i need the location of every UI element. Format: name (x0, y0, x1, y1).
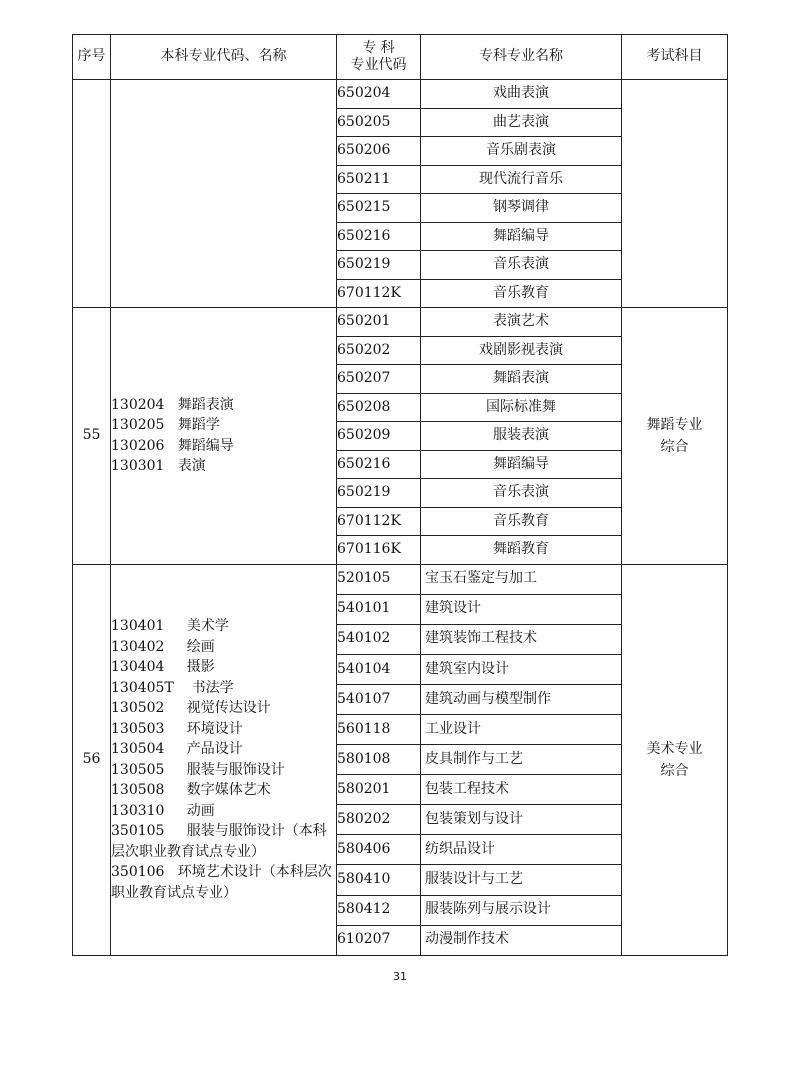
zk-name-cell: 纺织品设计 (421, 835, 622, 865)
bk-major-item: 130508 数字媒体艺术 (111, 782, 271, 799)
header-bk-major: 本科专业代码、名称 (111, 35, 337, 80)
bk-major-cell (111, 564, 337, 955)
bk-major-item: 130503 环境设计 (111, 720, 243, 737)
zk-name-cell: 服装陈列与展示设计 (421, 895, 622, 925)
header-zk-code (337, 35, 421, 80)
zk-name-cell: 音乐教育 (421, 507, 622, 536)
zk-code-cell: 650205 (337, 108, 421, 137)
bk-major-item: 130405T 书法学 (111, 679, 234, 696)
zk-code-cell: 580108 (337, 745, 421, 775)
bk-major-item: 130205 舞蹈学 (111, 417, 220, 434)
zk-code-cell: 580406 (337, 835, 421, 865)
zk-name-cell: 工业设计 (421, 714, 622, 744)
table-group-1 (73, 80, 728, 308)
zk-code-cell: 650207 (337, 365, 421, 394)
header-seq: 序号 (73, 35, 111, 80)
zk-name-cell: 音乐剧表演 (421, 137, 622, 166)
zk-code-cell: 650216 (337, 222, 421, 251)
seq-cell: 55 (73, 308, 111, 565)
zk-code-cell: 580410 (337, 865, 421, 895)
table-group-2 (73, 308, 728, 565)
zk-code-cell: 560118 (337, 714, 421, 744)
header-zk-code-line2: 专业代码 (350, 57, 407, 73)
zk-name-cell: 舞蹈表演 (421, 365, 622, 394)
zk-name-cell: 音乐表演 (421, 251, 622, 280)
bk-major-item: 130206 舞蹈编导 (111, 437, 234, 454)
zk-name-cell: 包装工程技术 (421, 775, 622, 805)
zk-code-cell: 520105 (337, 564, 421, 594)
zk-name-cell: 舞蹈编导 (421, 222, 622, 251)
table-row (73, 80, 728, 109)
bk-major-item: 130204 舞蹈表演 (111, 396, 234, 413)
exam-cell (622, 564, 728, 955)
zk-code-cell: 610207 (337, 925, 421, 955)
zk-code-cell: 650219 (337, 479, 421, 508)
zk-name-cell: 服装设计与工艺 (421, 865, 622, 895)
zk-name-cell: 动漫制作技术 (421, 925, 622, 955)
zk-code-cell: 670112K (337, 507, 421, 536)
zk-name-cell: 包装策划与设计 (421, 805, 622, 835)
zk-name-cell: 服装表演 (421, 422, 622, 451)
exam-cell (622, 308, 728, 565)
exam-line: 综合 (660, 762, 689, 779)
zk-name-cell: 国际标准舞 (421, 393, 622, 422)
zk-code-cell: 540101 (337, 594, 421, 624)
zk-code-cell: 540102 (337, 624, 421, 654)
zk-name-cell: 建筑室内设计 (421, 654, 622, 684)
bk-major-item: 130404 摄影 (111, 659, 215, 676)
zk-code-cell: 540104 (337, 654, 421, 684)
table-row (73, 564, 728, 594)
zk-name-cell: 舞蹈教育 (421, 536, 622, 565)
bk-major-item: 130401 美术学 (111, 618, 229, 635)
table-header-row (73, 35, 728, 80)
zk-code-cell: 670112K (337, 279, 421, 308)
bk-major-item: 130504 产品设计 (111, 741, 243, 758)
zk-code-cell: 670116K (337, 536, 421, 565)
bk-major-item: 130301 表演 (111, 458, 206, 475)
table-row (73, 308, 728, 337)
zk-name-cell: 建筑装饰工程技术 (421, 624, 622, 654)
zk-name-cell: 戏曲表演 (421, 80, 622, 109)
zk-code-cell: 650215 (337, 194, 421, 223)
zk-name-cell: 音乐教育 (421, 279, 622, 308)
bk-major-item: 130505 服装与服饰设计 (111, 761, 285, 778)
seq-cell: 56 (73, 564, 111, 955)
exam-line: 舞蹈专业 (646, 416, 703, 433)
zk-code-cell: 540107 (337, 684, 421, 714)
zk-name-cell: 宝玉石鉴定与加工 (421, 564, 622, 594)
table-group-3 (73, 564, 728, 955)
zk-name-cell: 建筑动画与模型制作 (421, 684, 622, 714)
zk-code-cell: 650209 (337, 422, 421, 451)
zk-name-cell: 表演艺术 (421, 308, 622, 337)
zk-name-cell: 音乐表演 (421, 479, 622, 508)
bk-major-item: 350105 服装与服饰设计（本科层次职业教育试点专业） (111, 823, 327, 860)
bk-major-item: 130402 绘画 (111, 638, 215, 655)
seq-cell (73, 80, 111, 308)
zk-code-cell: 650206 (337, 137, 421, 166)
header-zk-code-line1: 专 科 (362, 39, 395, 56)
zk-code-cell: 580412 (337, 895, 421, 925)
zk-name-cell: 现代流行音乐 (421, 165, 622, 194)
bk-major-item: 130310 动画 (111, 802, 215, 819)
zk-code-cell: 650216 (337, 450, 421, 479)
zk-code-cell: 650204 (337, 80, 421, 109)
zk-name-cell: 钢琴调律 (421, 194, 622, 223)
zk-code-cell: 650201 (337, 308, 421, 337)
page-number: 31 (393, 970, 407, 983)
bk-major-item: 350106 环境艺术设计（本科层次职业教育试点专业） (111, 864, 332, 901)
zk-name-cell: 戏剧影视表演 (421, 336, 622, 365)
exam-cell (622, 80, 728, 308)
exam-line: 美术专业 (646, 740, 703, 757)
zk-code-cell: 650211 (337, 165, 421, 194)
header-zk-name: 专科专业名称 (421, 35, 622, 80)
bk-major-cell (111, 80, 337, 308)
zk-code-cell: 650202 (337, 336, 421, 365)
zk-name-cell: 舞蹈编导 (421, 450, 622, 479)
zk-name-cell: 建筑设计 (421, 594, 622, 624)
exam-line: 综合 (660, 438, 689, 455)
zk-code-cell: 580201 (337, 775, 421, 805)
majors-table (72, 34, 728, 956)
zk-code-cell: 650219 (337, 251, 421, 280)
zk-name-cell: 曲艺表演 (421, 108, 622, 137)
zk-code-cell: 580202 (337, 805, 421, 835)
bk-major-cell (111, 308, 337, 565)
zk-name-cell: 皮具制作与工艺 (421, 745, 622, 775)
header-exam: 考试科目 (622, 35, 728, 80)
bk-major-item: 130502 视觉传达设计 (111, 700, 271, 717)
zk-code-cell: 650208 (337, 393, 421, 422)
